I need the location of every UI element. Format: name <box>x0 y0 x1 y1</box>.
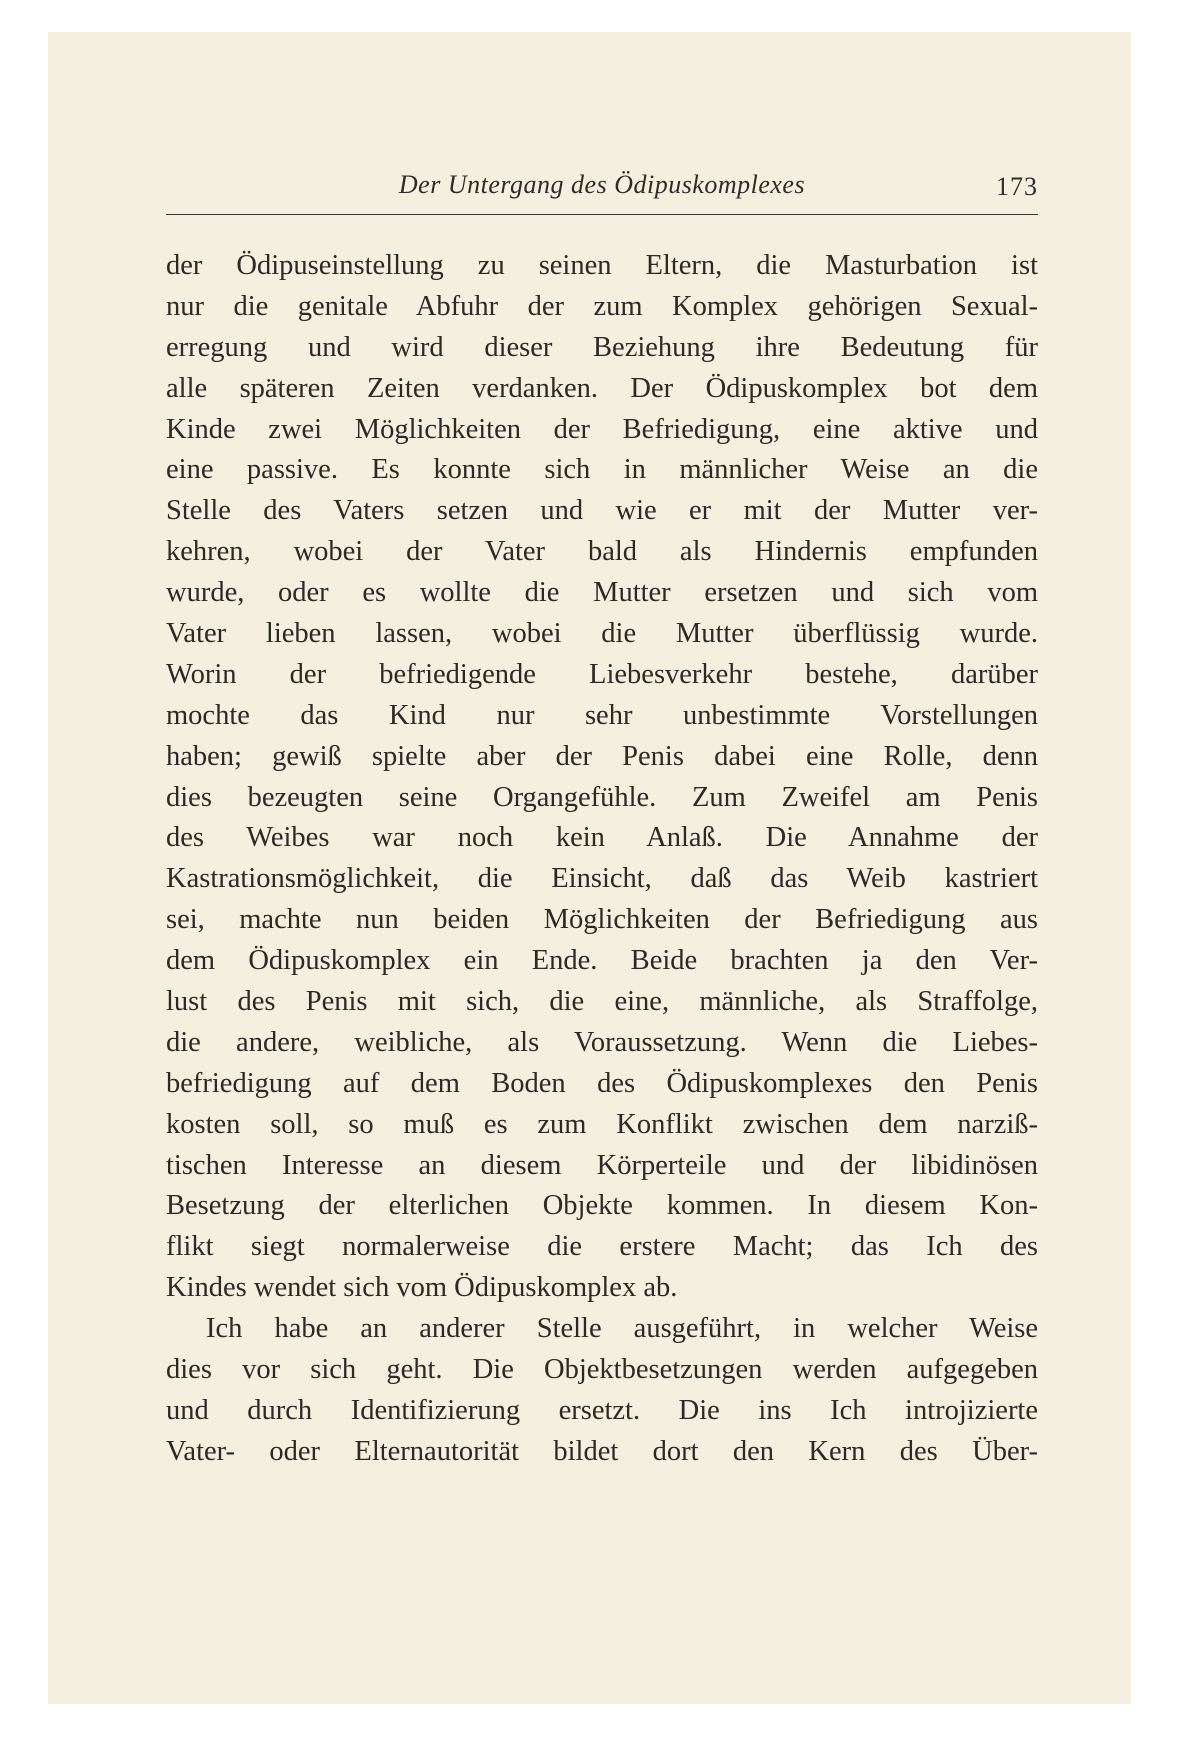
text-line: des Weibes war noch kein Anlaß. Die Annahme der <box>166 822 1038 854</box>
text-line: und durch Identifizierung ersetzt. Die ins Ich introjizierte <box>166 1394 1038 1426</box>
text-line: befriedigung auf dem Boden des Ödipuskomplexes den Penis <box>166 1067 1038 1099</box>
text-line: Vater lieben lassen, wobei die Mutter überflüssig wurde. <box>166 618 1038 650</box>
text-line: dem Ödipuskomplex ein Ende. Beide brachten ja den Ver- <box>166 945 1038 977</box>
text-line: Vater- oder Elternautorität bildet dort den Kern des Über- <box>166 1435 1038 1467</box>
text-line: erregung und wird dieser Beziehung ihre Bedeutung für <box>166 331 1038 363</box>
text-line: haben; gewiß spielte aber der Penis dabei eine Rolle, denn <box>166 740 1038 772</box>
text-line: Ich habe an anderer Stelle ausgeführt, in welcher Weise <box>206 1313 1038 1345</box>
text-line: dies bezeugten seine Organgefühle. Zum Zweifel am Penis <box>166 781 1038 813</box>
text-line: Kinde zwei Möglichkeiten der Befriedigung, eine aktive und <box>166 413 1038 445</box>
text-line: sei, machte nun beiden Möglichkeiten der Befriedigung aus <box>166 904 1038 936</box>
book-page <box>48 32 1131 1704</box>
text-line: Besetzung der elterlichen Objekte kommen. In diesem Kon- <box>166 1190 1038 1222</box>
text-line: eine passive. Es konnte sich in männlicher Weise an die <box>166 454 1038 486</box>
text-line: tischen Interesse an diesem Körperteile und der libidinösen <box>166 1149 1038 1181</box>
text-line: kosten soll, so muß es zum Konflikt zwischen dem narziß- <box>166 1108 1038 1140</box>
text-line: dies vor sich geht. Die Objektbesetzungen werden aufgegeben <box>166 1354 1038 1386</box>
text-line: der Ödipuseinstellung zu seinen Eltern, die Masturbation ist <box>166 250 1038 281</box>
text-line: die andere, weibliche, als Voraussetzung. Wenn die Liebes- <box>166 1026 1038 1058</box>
text-line: alle späteren Zeiten verdanken. Der Ödipuskomplex bot dem <box>166 372 1038 404</box>
text-line: nur die genitale Abfuhr der zum Komplex gehörigen Sexual- <box>166 290 1038 322</box>
text-line: Worin der befriedigende Liebesverkehr bestehe, darüber <box>166 658 1038 690</box>
running-title: Der Untergang des Ödipuskomplexes <box>398 170 806 199</box>
body-text <box>166 246 1038 1473</box>
text-line: kehren, wobei der Vater bald als Hindernis empfunden <box>166 536 1038 568</box>
page-header <box>166 162 1038 215</box>
text-line: flikt siegt normalerweise die erstere Macht; das Ich des <box>166 1231 1038 1263</box>
text-line: Kastrationsmöglichkeit, die Einsicht, daß das Weib kastriert <box>166 863 1038 895</box>
page-number: 173 <box>996 172 1038 201</box>
text-line: Stelle des Vaters setzen und wie er mit der Mutter ver- <box>166 495 1038 527</box>
text-line: lust des Penis mit sich, die eine, männliche, als Straffolge, <box>166 986 1038 1018</box>
text-line: mochte das Kind nur sehr unbestimmte Vorstellungen <box>166 699 1038 731</box>
text-line: wurde, oder es wollte die Mutter ersetzen und sich vom <box>166 577 1038 609</box>
text-line: Kindes wendet sich vom Ödipuskomplex ab. <box>166 1272 678 1304</box>
